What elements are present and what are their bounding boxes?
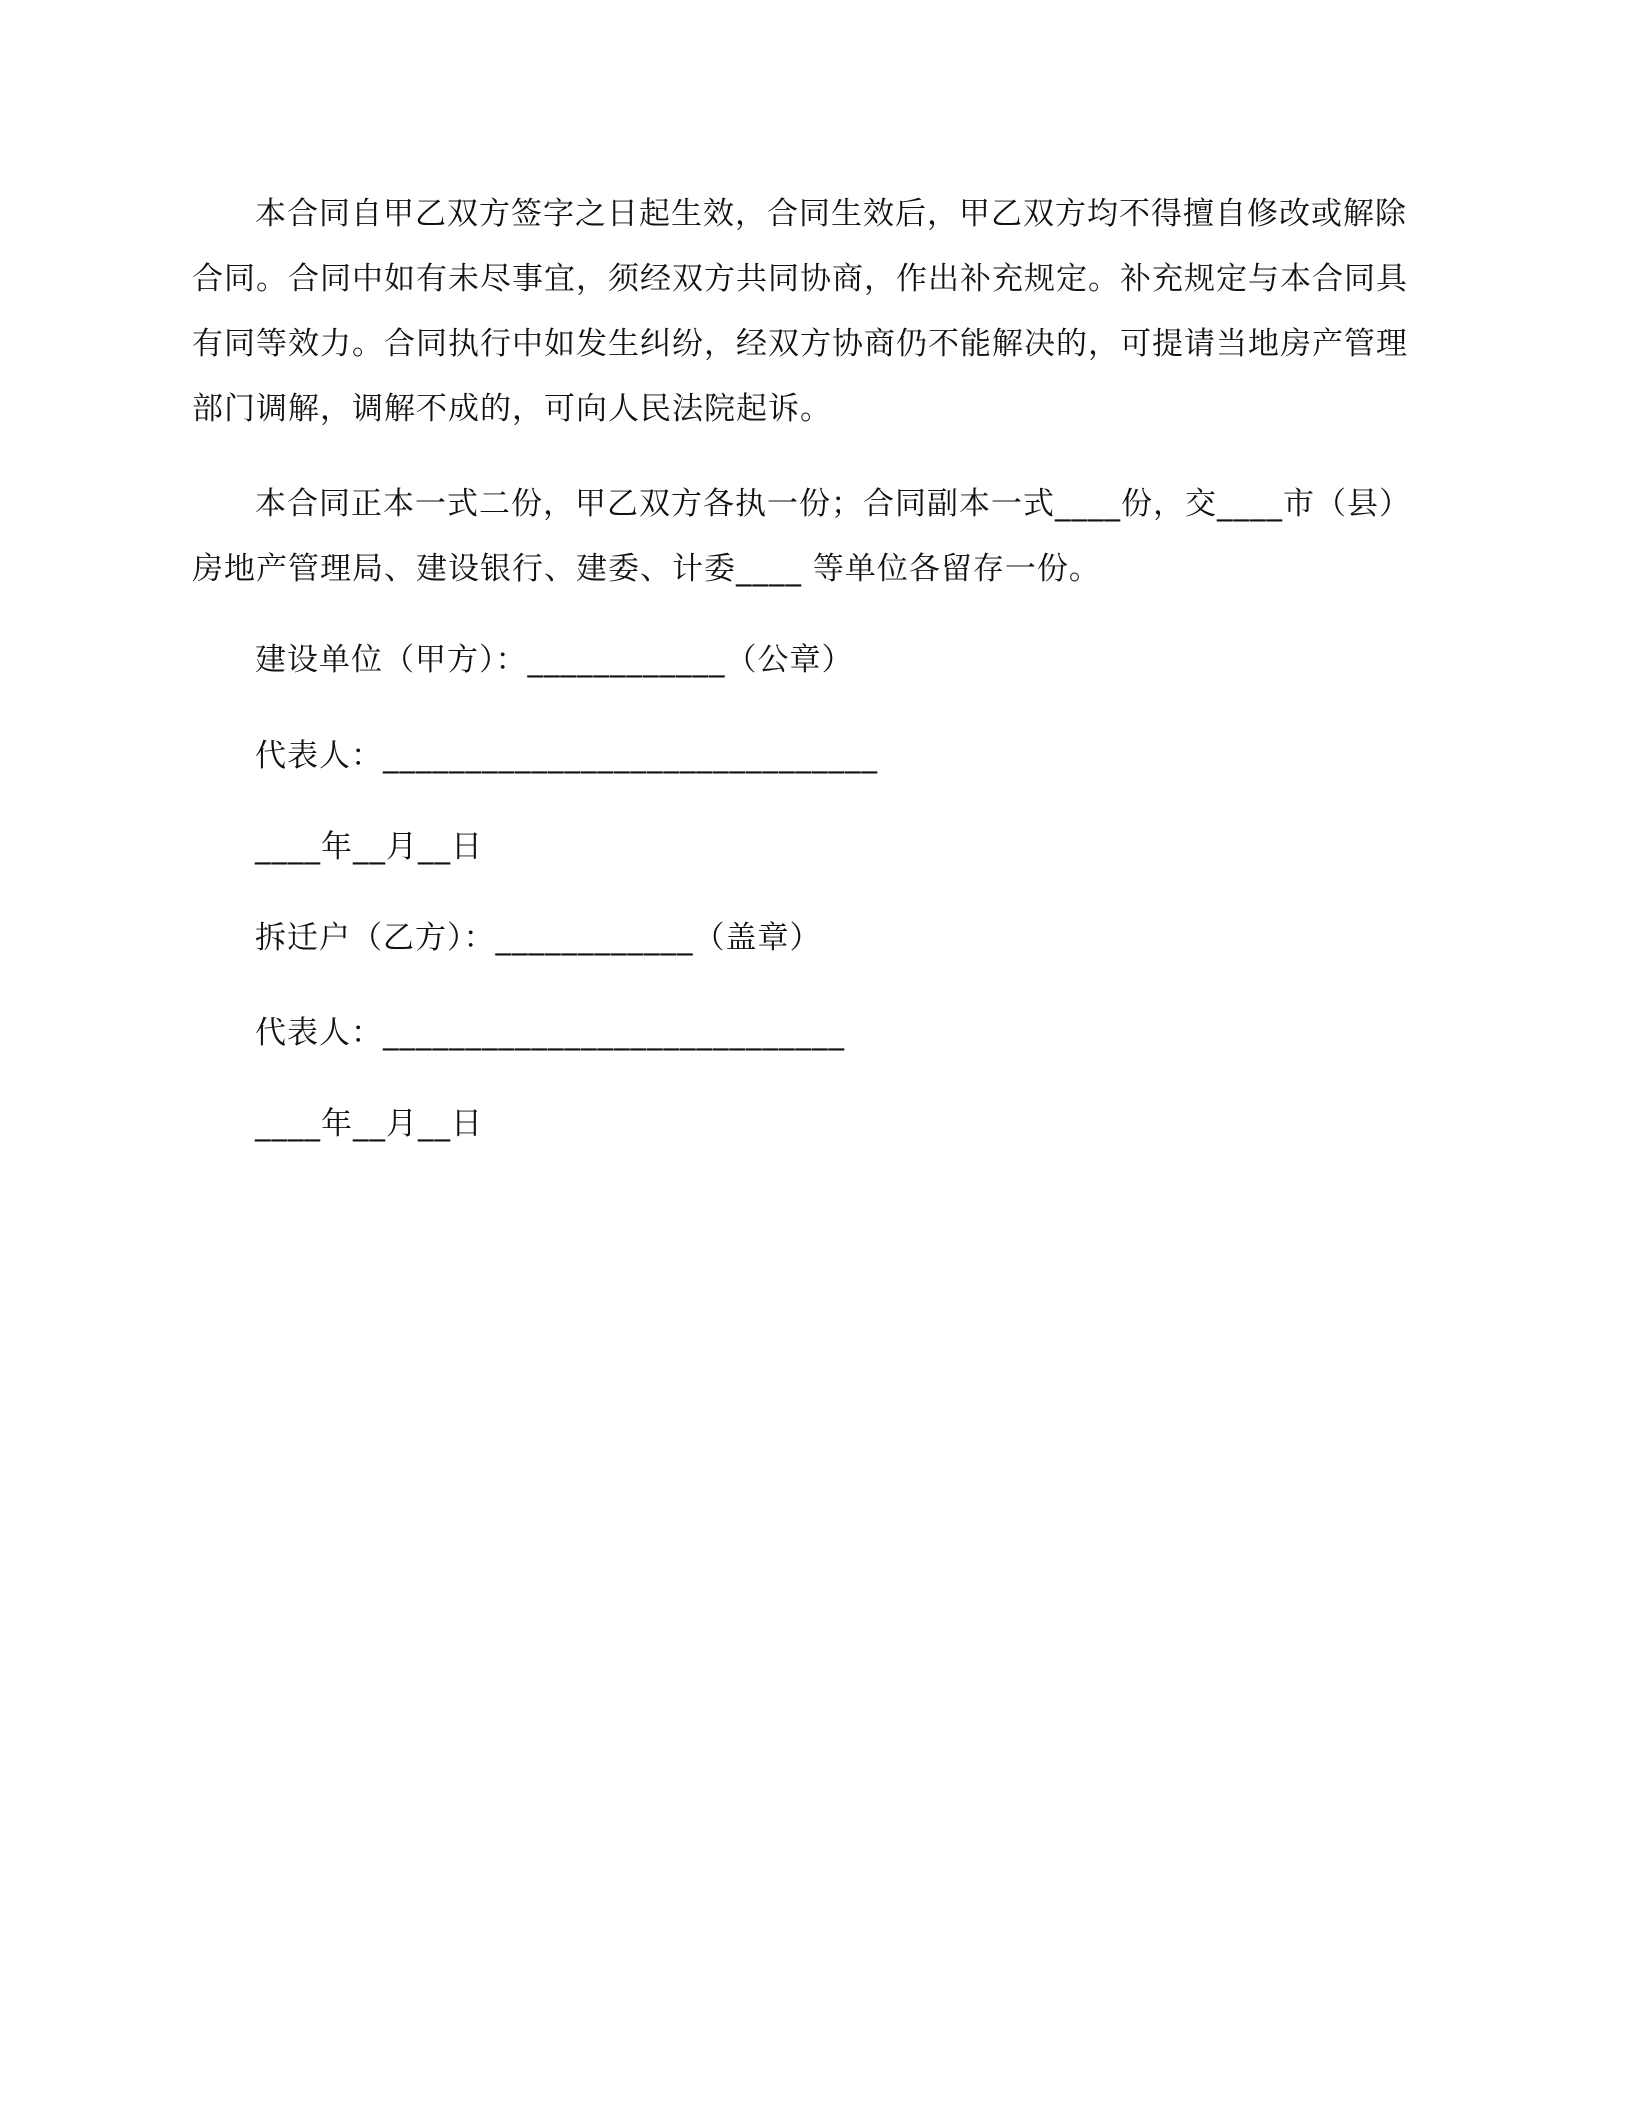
paragraph-1-line-3: 有同等效力。合同执行中如发生纠纷，经双方协商仍不能解决的，可提请当地房产管理 bbox=[192, 326, 1408, 362]
paragraph-1-line-2: 合同。合同中如有未尽事宜，须经双方共同协商，作出补充规定。补充规定与本合同具 bbox=[192, 261, 1408, 297]
paragraph-1-line-4: 部门调解，调解不成的，可向人民法院起诉。 bbox=[192, 391, 832, 427]
party-a-representative-line: 代表人：______________________________ bbox=[255, 738, 878, 774]
paragraph-1-line-1: 本合同自甲乙双方签字之日起生效，合同生效后，甲乙双方均不得擅自修改或解除 bbox=[255, 196, 1407, 232]
party-b-representative-line: 代表人：____________________________ bbox=[255, 1015, 845, 1051]
party-b-signature-line: 拆迁户（乙方）：____________（盖章） bbox=[255, 920, 822, 956]
party-b-date-line: ____年__月__日 bbox=[255, 1106, 483, 1142]
paragraph-2-line-2: 房地产管理局、建设银行、建委、计委____ 等单位各留存一份。 bbox=[192, 551, 1101, 587]
party-a-signature-line: 建设单位（甲方）：____________（公章） bbox=[255, 642, 854, 678]
paragraph-2-line-1: 本合同正本一式二份，甲乙双方各执一份；合同副本一式____份，交____市（县） bbox=[255, 486, 1411, 522]
party-a-date-line: ____年__月__日 bbox=[255, 829, 483, 865]
